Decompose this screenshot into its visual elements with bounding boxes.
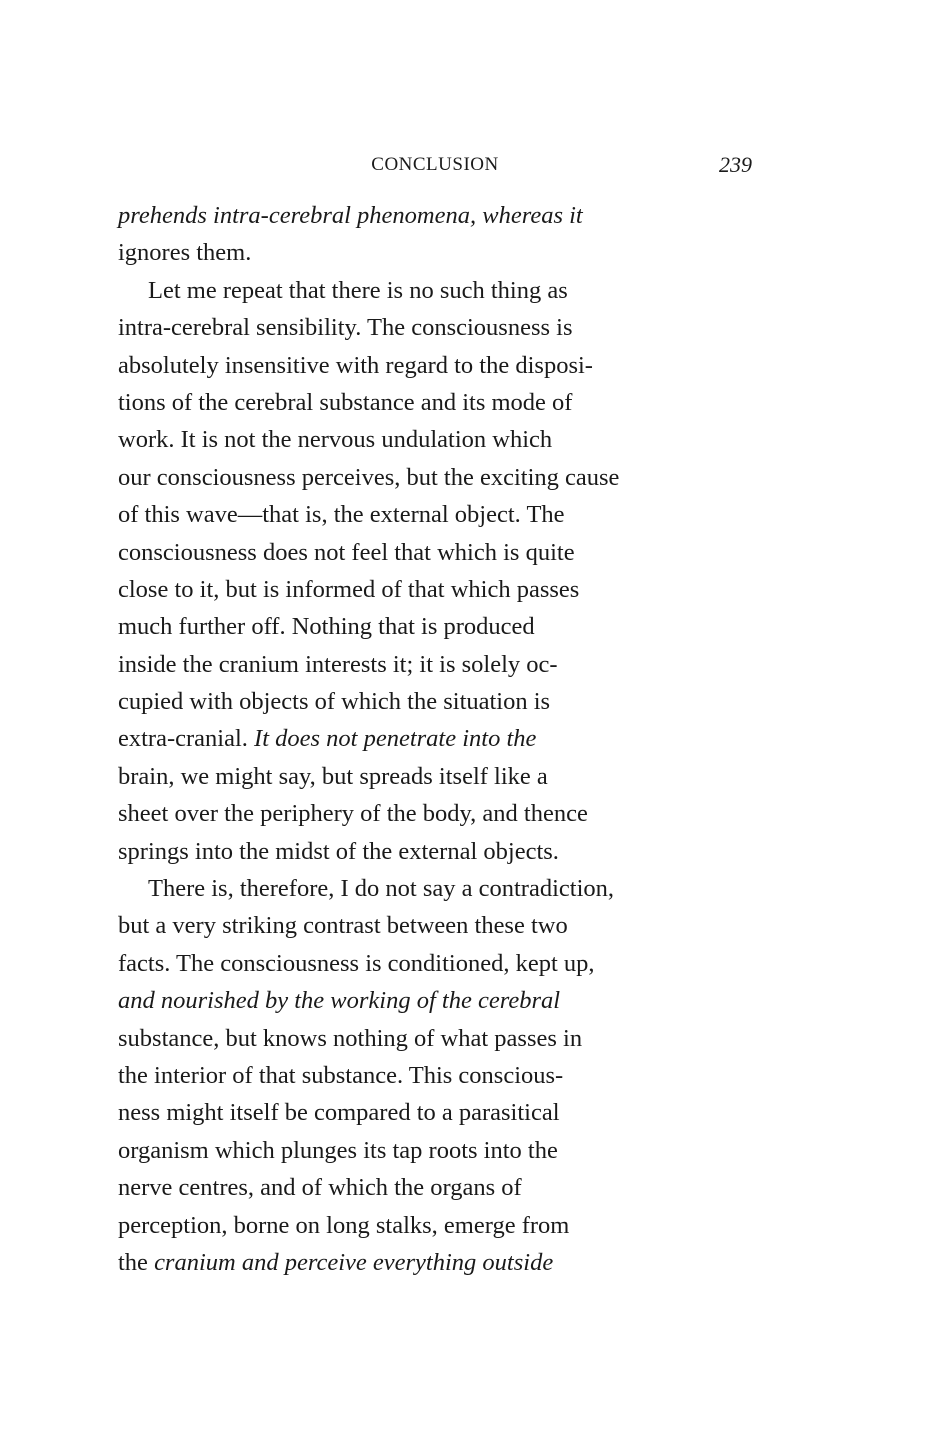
text-line — [118, 1057, 752, 1094]
roman-text: Let me repeat that there is no such thing as — [148, 276, 568, 304]
roman-text: but a very striking contrast between these two — [118, 912, 568, 940]
roman-text: cupied with objects of which the situation is — [118, 688, 551, 716]
text-line — [118, 720, 752, 757]
text-line — [118, 982, 752, 1019]
text-line — [118, 608, 752, 645]
italic-text: prehends intra-cerebral phenomena, whereas it — [118, 202, 583, 229]
italic-text: and nourished by the working of the cerebral — [118, 987, 561, 1015]
text-line — [118, 758, 752, 795]
running-head — [118, 150, 752, 180]
text-line — [118, 945, 752, 982]
paragraph-first-line — [118, 870, 752, 907]
roman-text: ness might itself be compared to a parasitical — [118, 1099, 560, 1127]
roman-text: the interior of that substance. This conscious- — [118, 1061, 564, 1089]
text-line — [118, 795, 752, 832]
roman-text: substance, but knows nothing of what passes in — [118, 1024, 583, 1052]
roman-text: absolutely insensitive with regard to the disposi- — [118, 351, 593, 379]
text-line — [118, 234, 752, 271]
text-line — [118, 1169, 752, 1206]
roman-text: perception, borne on long stalks, emerge from — [118, 1211, 570, 1239]
roman-text: sheet over the periphery of the body, and thence — [118, 800, 588, 828]
text-line — [118, 907, 752, 944]
roman-text: ignores them. — [118, 239, 252, 267]
text-line — [118, 459, 752, 496]
page-number: 239 — [719, 152, 752, 177]
roman-text: intra-cerebral sensibility. The consciousness is — [118, 314, 573, 342]
roman-text: work. It is not the nervous undulation which — [118, 426, 553, 454]
italic-text: It does not penetrate into the — [254, 725, 537, 753]
roman-text: There is, therefore, I do not say a contradiction, — [148, 875, 615, 903]
roman-text: much further off. Nothing that is produced — [118, 613, 535, 641]
text-line — [118, 833, 752, 870]
text-line — [118, 571, 752, 608]
roman-text: consciousness does not feel that which is quite — [118, 538, 575, 566]
text-line — [118, 421, 752, 458]
text-line — [118, 496, 752, 533]
roman-text: nerve centres, and of which the organs of — [118, 1174, 522, 1202]
body-text — [118, 197, 752, 1281]
text-line — [118, 1244, 752, 1281]
text-line — [118, 683, 752, 720]
text-line — [118, 384, 752, 421]
text-line — [118, 1132, 752, 1169]
text-line — [118, 1094, 752, 1131]
text-line — [118, 197, 752, 234]
text-line — [118, 309, 752, 346]
roman-text: of this wave—that is, the external object. The — [118, 501, 565, 529]
text-line — [118, 1207, 752, 1244]
text-line — [118, 1020, 752, 1057]
roman-text: springs into the midst of the external objects. — [118, 837, 559, 865]
text-line — [118, 646, 752, 683]
italic-text: cranium and perceive everything outside — [154, 1248, 554, 1276]
text-line — [118, 347, 752, 384]
roman-text: inside the cranium interests it; it is solely oc- — [118, 650, 558, 678]
roman-text: the — [118, 1248, 155, 1276]
roman-text: tions of the cerebral substance and its mode of — [118, 388, 573, 416]
roman-text: our consciousness perceives, but the exciting cause — [118, 463, 620, 491]
roman-text: brain, we might say, but spreads itself like a — [118, 762, 548, 790]
roman-text: organism which plunges its tap roots into the — [118, 1136, 558, 1164]
roman-text: facts. The consciousness is conditioned, kept up, — [118, 949, 595, 977]
running-title: CONCLUSION — [371, 154, 499, 175]
paragraph-first-line — [118, 272, 752, 309]
roman-text: close to it, but is informed of that which passes — [118, 575, 580, 603]
text-line — [118, 534, 752, 571]
roman-text: extra-cranial. — [118, 725, 255, 753]
